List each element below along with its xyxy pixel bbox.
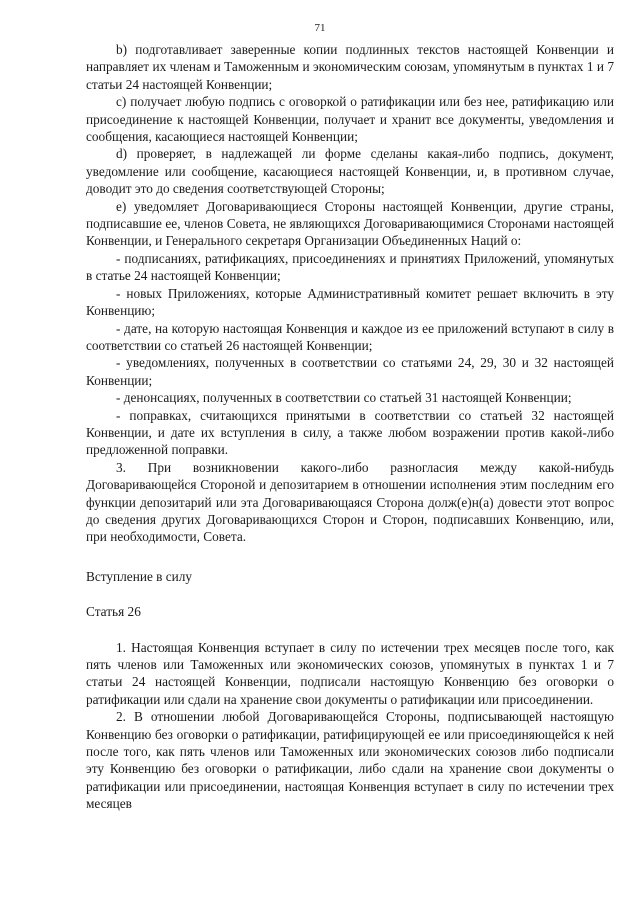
paragraph-item-b: b) подготавливает заверенные копии подлинных текстов настоящей Конвенции и направляет их членам и Таможенным и экономическим союзам, упомянутым в пунктах 1 и 7 статьи 24 настоящей Конвенции; [86,42,614,92]
list-item-notifications: - уведомлениях, полученных в соответствии со статьями 24, 29, 30 и 32 настоящей Конвенции; [86,355,614,388]
paragraph-item-d: d) проверяет, в надлежащей ли форме сделаны какая-либо подпись, документ, уведомление или сообщение, касающиеся настоящей Конвенции, и, в противном случае, доводит это до сведения соответствующей Стороны; [86,146,614,197]
section-heading: Вступление в силу [86,568,193,584]
paragraph-item-c: c) получает любую подпись с оговоркой о ратификации или без нее, ратификацию или присоединение к настоящей Конвенции, получает и хранит все документы, уведомления и сообщения, касающиеся настоящей Конвенции; [86,94,614,145]
article-26-paragraph-2: 2. В отношении любой Договаривающейся Стороны, подписывающей настоящую Конвенцию без оговорки о ратификации, ратифицирующей ее или присоединяющейся к ней после того, как пять членов или Таможенных или экономических союзов либо подписали эту Конвенцию без оговорки о ратификации, либо сдали на хранение свои документы о ратификации или присоединении, настоящая Конвенция вступает в силу по истечении трех месяцев [86,709,614,812]
article-26-paragraph-1: 1. Настоящая Конвенция вступает в силу по истечении трех месяцев после того, как пять членов или Таможенных или экономических союзов, упомянутых в пунктах 1 и 7 статьи 24 настоящей Конвенции, подписали настоящую Конвенцию без оговорки о ратификации или сдали на хранение свои документы о ратификации или присоединении. [86,639,614,707]
document-body [86,41,614,813]
list-item-amendments: - поправках, считающихся принятыми в соответствии со статьей 32 настоящей Конвенции, и дате их вступления в силу, а также любом возражении против какой-либо предложенной поправки. [86,407,614,458]
list-item-denunciations: - денонсациях, полученных в соответствии со статьей 31 настоящей Конвенции; [116,390,572,406]
article-heading: Статья 26 [86,604,141,620]
list-item-new-annexes: - новых Приложениях, которые Административный комитет решает включить в эту Конвенцию; [86,285,614,319]
list-item-entry-date: - дате, на которую настоящая Конвенция и каждое из ее приложений вступают в силу в соответствии со статьей 26 настоящей Конвенции; [86,320,614,353]
paragraph-item-e: e) уведомляет Договаривающиеся Стороны настоящей Конвенции, другие страны, подписавшие ее, членов Совета, не являющихся Договаривающимися Сторонами настоящей Конвенции, и Генерального секретаря Организации Объединенных Наций о: [86,198,614,249]
list-item-signatures: - подписаниях, ратификациях, присоединениях и принятиях Приложений, упомянутых в статье 24 настоящей Конвенции; [86,250,614,284]
paragraph-3: 3. При возникновении какого-либо разногласия между какой-нибудь Договаривающейся Стороной и депозитарием в отношении исполнения этим последним его функции депозитарий или эта Договаривающаяся Сторона долж(е)н(а) довести этот вопрос до сведения других Договаривающихся Сторон и Сторон, подписавших Конвенцию, или, при необходимости, Совета. [86,459,614,545]
page-number: 71 [314,22,326,34]
